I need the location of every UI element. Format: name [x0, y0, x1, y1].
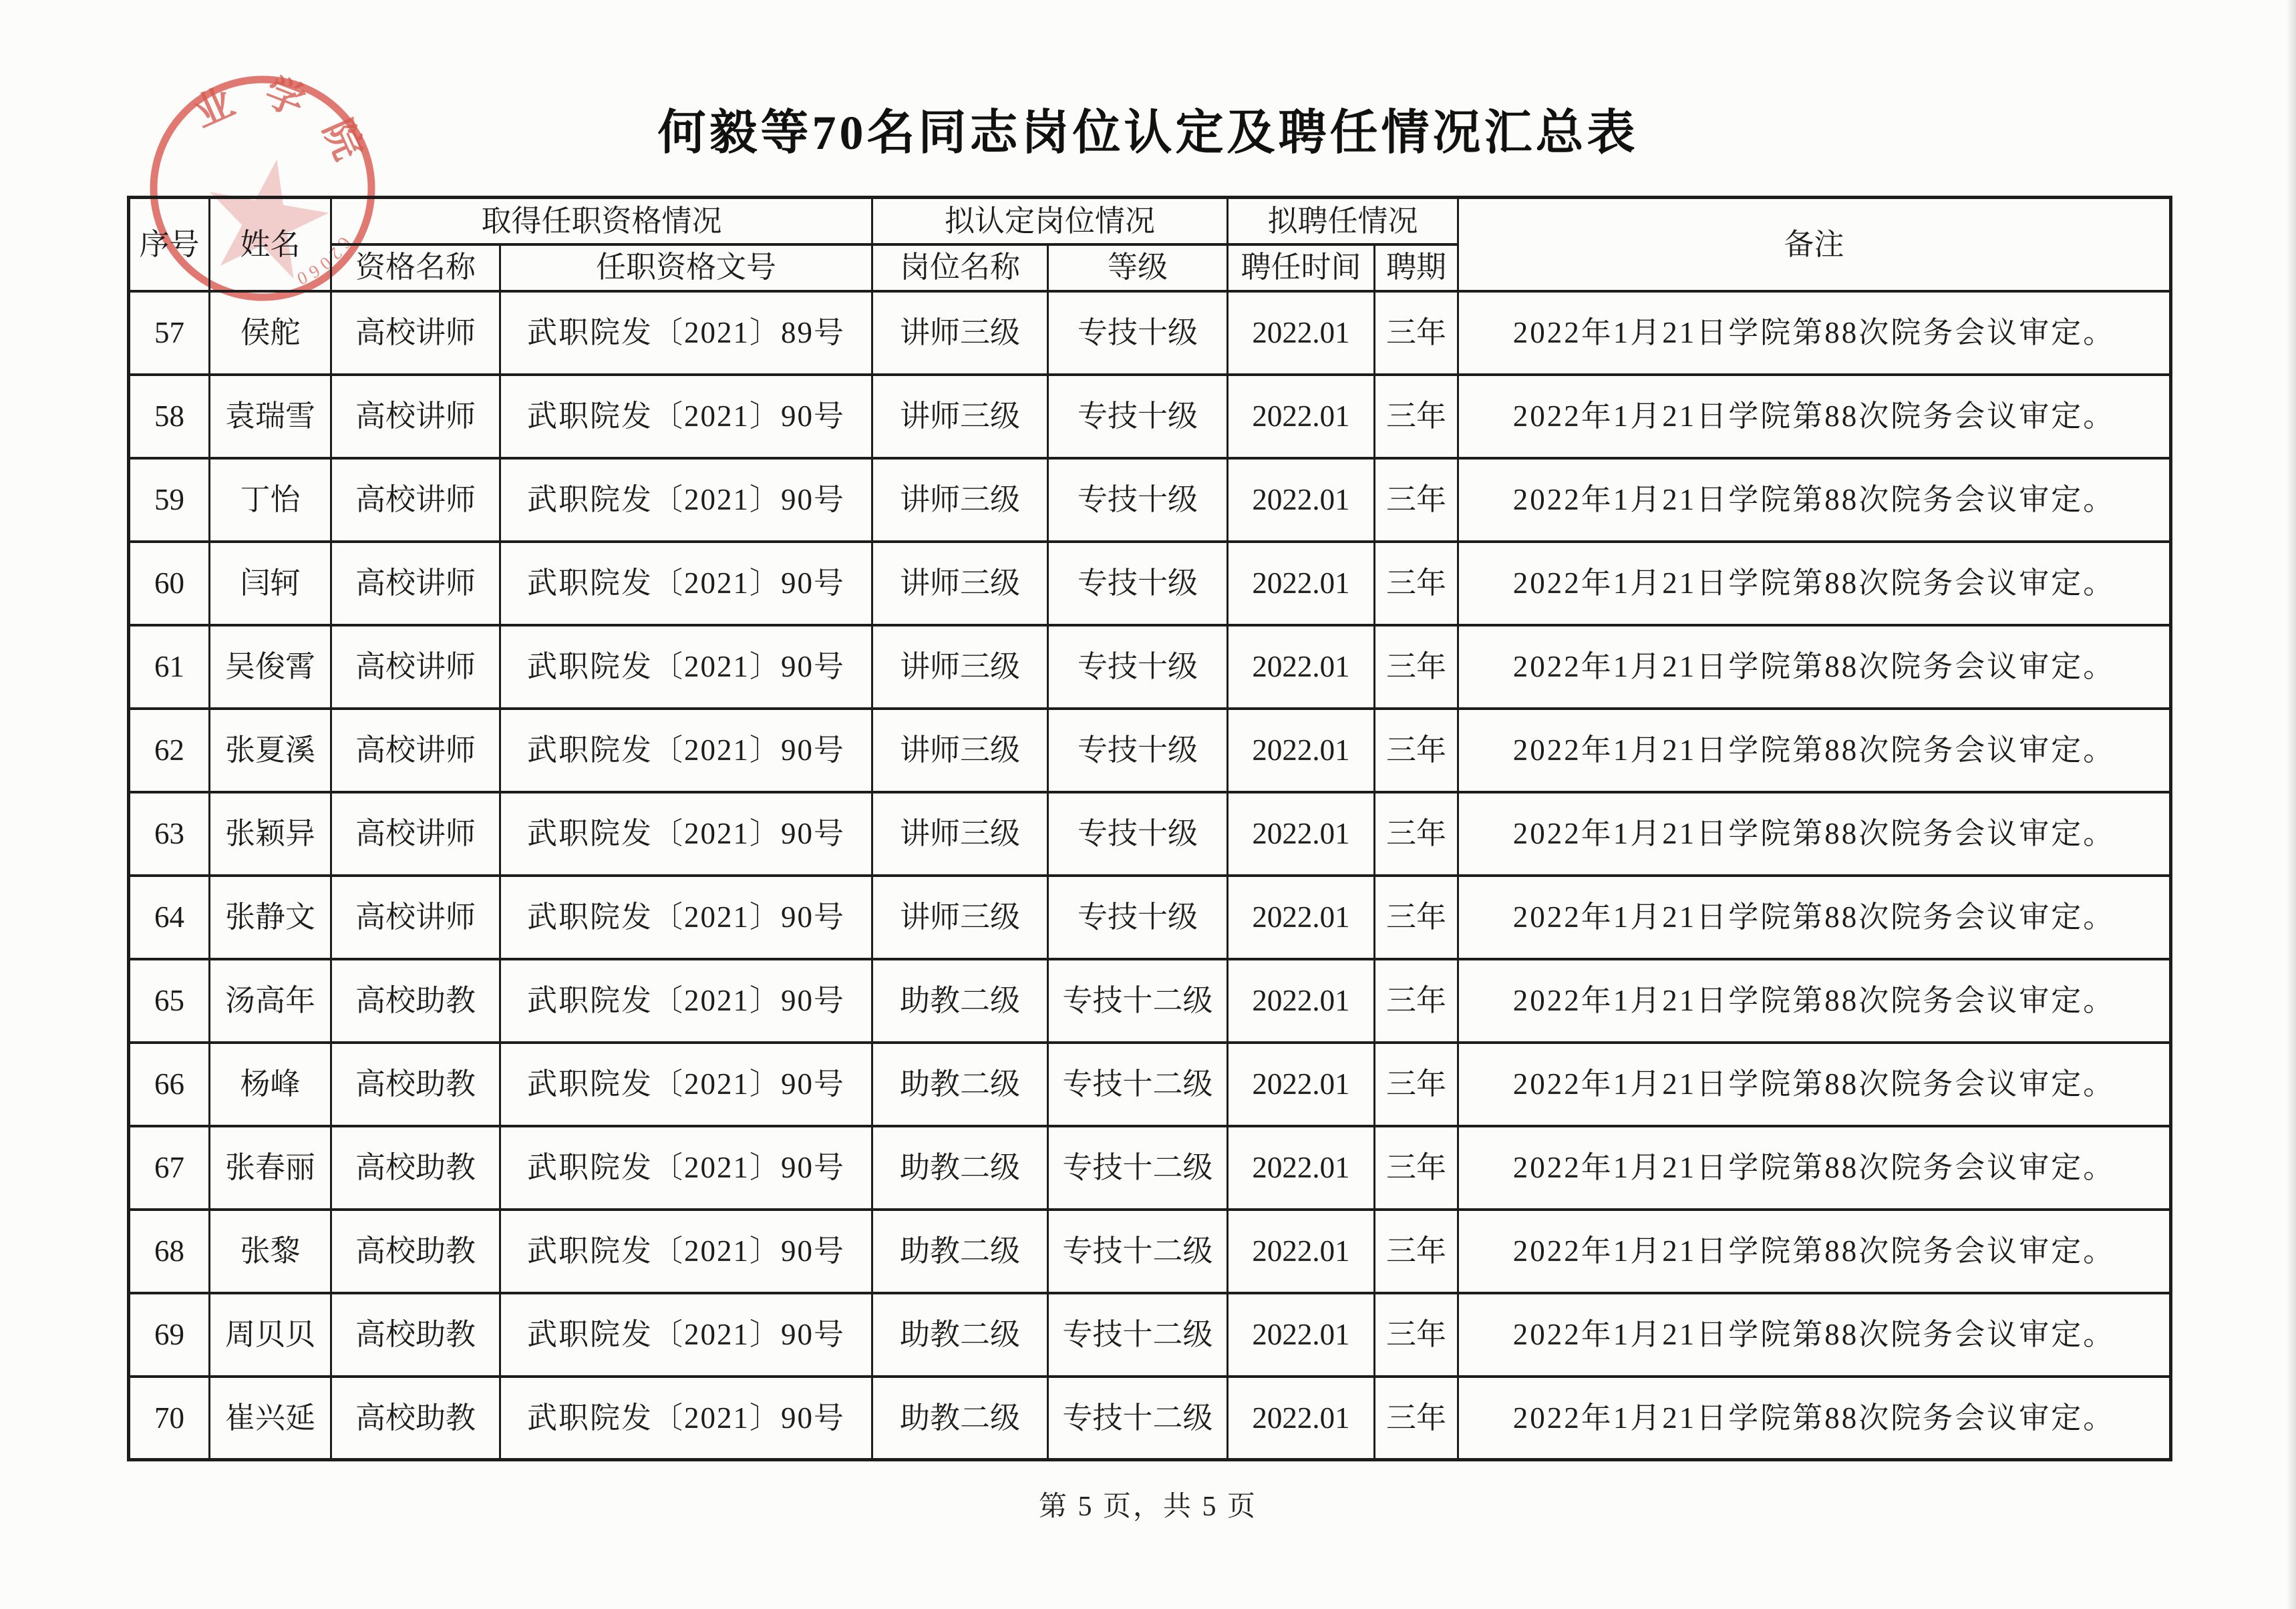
post-level-cell: 专技十级 — [1048, 876, 1228, 959]
post-level-cell: 专技十二级 — [1048, 1293, 1228, 1377]
header-group-position: 拟认定岗位情况 — [872, 198, 1228, 244]
appoint-time-cell: 2022.01 — [1228, 1377, 1375, 1460]
post-name-cell: 讲师三级 — [872, 876, 1048, 959]
remark-cell: 2022年1月21日学院第88次院务会议审定。 — [1458, 709, 2171, 792]
table-row — [129, 1043, 2171, 1126]
remark-cell: 2022年1月21日学院第88次院务会议审定。 — [1458, 1043, 2171, 1126]
remark-cell: 2022年1月21日学院第88次院务会议审定。 — [1458, 959, 2171, 1043]
qualification-doc-cell: 武职院发〔2021〕90号 — [500, 1126, 872, 1210]
post-name-cell: 讲师三级 — [872, 458, 1048, 542]
table-body — [129, 291, 2171, 1460]
remark-cell: 2022年1月21日学院第88次院务会议审定。 — [1458, 876, 2171, 959]
table-row — [129, 542, 2171, 625]
serial-cell: 66 — [129, 1043, 210, 1126]
appoint-time-cell: 2022.01 — [1228, 542, 1375, 625]
remark-cell: 2022年1月21日学院第88次院务会议审定。 — [1458, 792, 2171, 876]
appoint-term-cell: 三年 — [1375, 625, 1458, 709]
appoint-term-cell: 三年 — [1375, 959, 1458, 1043]
qualification-doc-cell: 武职院发〔2021〕90号 — [500, 375, 872, 458]
header-group-qualification: 取得任职资格情况 — [331, 198, 872, 244]
post-name-cell: 讲师三级 — [872, 625, 1048, 709]
post-name-cell: 讲师三级 — [872, 709, 1048, 792]
name-cell: 侯舵 — [210, 291, 331, 375]
table-row — [129, 1126, 2171, 1210]
serial-cell: 62 — [129, 709, 210, 792]
remark-cell: 2022年1月21日学院第88次院务会议审定。 — [1458, 375, 2171, 458]
serial-cell: 60 — [129, 542, 210, 625]
table-row — [129, 1210, 2171, 1293]
serial-cell: 61 — [129, 625, 210, 709]
appoint-term-cell: 三年 — [1375, 1043, 1458, 1126]
post-level-cell: 专技十级 — [1048, 709, 1228, 792]
qualification-name-cell: 高校助教 — [331, 1377, 500, 1460]
header-appoint-time: 聘任时间 — [1228, 244, 1375, 291]
name-cell: 张黎 — [210, 1210, 331, 1293]
appoint-term-cell: 三年 — [1375, 375, 1458, 458]
qualification-name-cell: 高校讲师 — [331, 876, 500, 959]
post-name-cell: 讲师三级 — [872, 375, 1048, 458]
serial-cell: 69 — [129, 1293, 210, 1377]
seal-serial-digits: 62060 — [291, 233, 355, 291]
name-cell: 袁瑞雪 — [210, 375, 331, 458]
name-cell: 张颖异 — [210, 792, 331, 876]
post-level-cell: 专技十级 — [1048, 458, 1228, 542]
qualification-doc-cell: 武职院发〔2021〕90号 — [500, 1043, 872, 1126]
scan-edge-shadow — [2287, 0, 2296, 1609]
page-title: 何毅等70名同志岗位认定及聘任情况汇总表 — [657, 106, 1639, 160]
post-level-cell: 专技十级 — [1048, 291, 1228, 375]
appoint-term-cell: 三年 — [1375, 792, 1458, 876]
qualification-name-cell: 高校讲师 — [331, 709, 500, 792]
appoint-time-cell: 2022.01 — [1228, 375, 1375, 458]
remark-cell: 2022年1月21日学院第88次院务会议审定。 — [1458, 1293, 2171, 1377]
serial-cell: 70 — [129, 1377, 210, 1460]
qualification-name-cell: 高校助教 — [331, 1043, 500, 1126]
header-name: 姓名 — [210, 198, 331, 291]
post-name-cell: 助教二级 — [872, 1293, 1048, 1377]
table-row — [129, 959, 2171, 1043]
qualification-doc-cell: 武职院发〔2021〕90号 — [500, 542, 872, 625]
post-name-cell: 讲师三级 — [872, 542, 1048, 625]
appointment-summary-table — [127, 196, 2172, 1461]
appoint-time-cell: 2022.01 — [1228, 458, 1375, 542]
table-row — [129, 375, 2171, 458]
appoint-time-cell: 2022.01 — [1228, 959, 1375, 1043]
qualification-doc-cell: 武职院发〔2021〕90号 — [500, 625, 872, 709]
appoint-time-cell: 2022.01 — [1228, 1293, 1375, 1377]
name-cell: 吴俊霄 — [210, 625, 331, 709]
post-name-cell: 助教二级 — [872, 1210, 1048, 1293]
table-row — [129, 458, 2171, 542]
post-name-cell: 助教二级 — [872, 1043, 1048, 1126]
qualification-doc-cell: 武职院发〔2021〕90号 — [500, 709, 872, 792]
serial-cell: 65 — [129, 959, 210, 1043]
table-row — [129, 792, 2171, 876]
name-cell: 丁怡 — [210, 458, 331, 542]
appoint-term-cell: 三年 — [1375, 458, 1458, 542]
post-name-cell: 讲师三级 — [872, 291, 1048, 375]
table-row — [129, 625, 2171, 709]
remark-cell: 2022年1月21日学院第88次院务会议审定。 — [1458, 625, 2171, 709]
post-level-cell: 专技十级 — [1048, 542, 1228, 625]
name-cell: 张夏溪 — [210, 709, 331, 792]
header-remarks: 备注 — [1458, 198, 2171, 291]
appoint-term-cell: 三年 — [1375, 1126, 1458, 1210]
appoint-term-cell: 三年 — [1375, 291, 1458, 375]
table-row — [129, 1377, 2171, 1460]
qualification-doc-cell: 武职院发〔2021〕90号 — [500, 1293, 872, 1377]
qualification-name-cell: 高校助教 — [331, 1126, 500, 1210]
serial-cell: 63 — [129, 792, 210, 876]
serial-cell: 59 — [129, 458, 210, 542]
appoint-term-cell: 三年 — [1375, 1210, 1458, 1293]
post-level-cell: 专技十级 — [1048, 792, 1228, 876]
header-post-name: 岗位名称 — [872, 244, 1048, 291]
remark-cell: 2022年1月21日学院第88次院务会议审定。 — [1458, 542, 2171, 625]
post-name-cell: 助教二级 — [872, 1126, 1048, 1210]
qualification-name-cell: 高校讲师 — [331, 625, 500, 709]
appoint-term-cell: 三年 — [1375, 1293, 1458, 1377]
post-level-cell: 专技十二级 — [1048, 959, 1228, 1043]
appoint-time-cell: 2022.01 — [1228, 1043, 1375, 1126]
appoint-term-cell: 三年 — [1375, 1377, 1458, 1460]
appoint-time-cell: 2022.01 — [1228, 291, 1375, 375]
post-name-cell: 讲师三级 — [872, 792, 1048, 876]
remark-cell: 2022年1月21日学院第88次院务会议审定。 — [1458, 1126, 2171, 1210]
qualification-name-cell: 高校讲师 — [331, 458, 500, 542]
serial-cell: 68 — [129, 1210, 210, 1293]
table-header — [129, 198, 2171, 291]
qualification-doc-cell: 武职院发〔2021〕90号 — [500, 1210, 872, 1293]
appoint-time-cell: 2022.01 — [1228, 1126, 1375, 1210]
qualification-name-cell: 高校讲师 — [331, 291, 500, 375]
qualification-doc-cell: 武职院发〔2021〕89号 — [500, 291, 872, 375]
qualification-name-cell: 高校讲师 — [331, 542, 500, 625]
table-row — [129, 291, 2171, 375]
table-row — [129, 876, 2171, 959]
remark-cell: 2022年1月21日学院第88次院务会议审定。 — [1458, 1210, 2171, 1293]
name-cell: 周贝贝 — [210, 1293, 331, 1377]
post-level-cell: 专技十级 — [1048, 375, 1228, 458]
qualification-name-cell: 高校助教 — [331, 1210, 500, 1293]
qualification-name-cell: 高校讲师 — [331, 375, 500, 458]
qualification-doc-cell: 武职院发〔2021〕90号 — [500, 876, 872, 959]
appoint-time-cell: 2022.01 — [1228, 876, 1375, 959]
name-cell: 张春丽 — [210, 1126, 331, 1210]
qualification-doc-cell: 武职院发〔2021〕90号 — [500, 1377, 872, 1460]
header-serial: 序号 — [129, 198, 210, 291]
qualification-doc-cell: 武职院发〔2021〕90号 — [500, 458, 872, 542]
post-level-cell: 专技十二级 — [1048, 1043, 1228, 1126]
header-qualification-doc: 任职资格文号 — [500, 244, 872, 291]
appoint-time-cell: 2022.01 — [1228, 792, 1375, 876]
qualification-name-cell: 高校助教 — [331, 1293, 500, 1377]
name-cell: 崔兴延 — [210, 1377, 331, 1460]
post-name-cell: 助教二级 — [872, 1377, 1048, 1460]
remark-cell: 2022年1月21日学院第88次院务会议审定。 — [1458, 1377, 2171, 1460]
post-level-cell: 专技十二级 — [1048, 1377, 1228, 1460]
serial-cell: 57 — [129, 291, 210, 375]
header-row-1 — [129, 198, 2171, 244]
name-cell: 杨峰 — [210, 1043, 331, 1126]
page-footer: 第 5 页，共 5 页 — [1038, 1491, 1257, 1522]
post-level-cell: 专技十级 — [1048, 625, 1228, 709]
table-row — [129, 709, 2171, 792]
seal-arc-text: 业学院 — [187, 69, 381, 188]
appoint-term-cell: 三年 — [1375, 542, 1458, 625]
appoint-time-cell: 2022.01 — [1228, 709, 1375, 792]
header-qualification-name: 资格名称 — [331, 244, 500, 291]
qualification-name-cell: 高校助教 — [331, 959, 500, 1043]
post-level-cell: 专技十二级 — [1048, 1210, 1228, 1293]
remark-cell: 2022年1月21日学院第88次院务会议审定。 — [1458, 458, 2171, 542]
qualification-doc-cell: 武职院发〔2021〕90号 — [500, 792, 872, 876]
name-cell: 张静文 — [210, 876, 331, 959]
qualification-doc-cell: 武职院发〔2021〕90号 — [500, 959, 872, 1043]
appoint-time-cell: 2022.01 — [1228, 1210, 1375, 1293]
table-row — [129, 1293, 2171, 1377]
appoint-time-cell: 2022.01 — [1228, 625, 1375, 709]
header-group-appointment: 拟聘任情况 — [1228, 198, 1458, 244]
remark-cell: 2022年1月21日学院第88次院务会议审定。 — [1458, 291, 2171, 375]
post-name-cell: 助教二级 — [872, 959, 1048, 1043]
serial-cell: 58 — [129, 375, 210, 458]
serial-cell: 64 — [129, 876, 210, 959]
header-post-level: 等级 — [1048, 244, 1228, 291]
post-level-cell: 专技十二级 — [1048, 1126, 1228, 1210]
appoint-term-cell: 三年 — [1375, 876, 1458, 959]
qualification-name-cell: 高校讲师 — [331, 792, 500, 876]
header-appoint-term: 聘期 — [1375, 244, 1458, 291]
serial-cell: 67 — [129, 1126, 210, 1210]
name-cell: 闫轲 — [210, 542, 331, 625]
appoint-term-cell: 三年 — [1375, 709, 1458, 792]
name-cell: 汤高年 — [210, 959, 331, 1043]
